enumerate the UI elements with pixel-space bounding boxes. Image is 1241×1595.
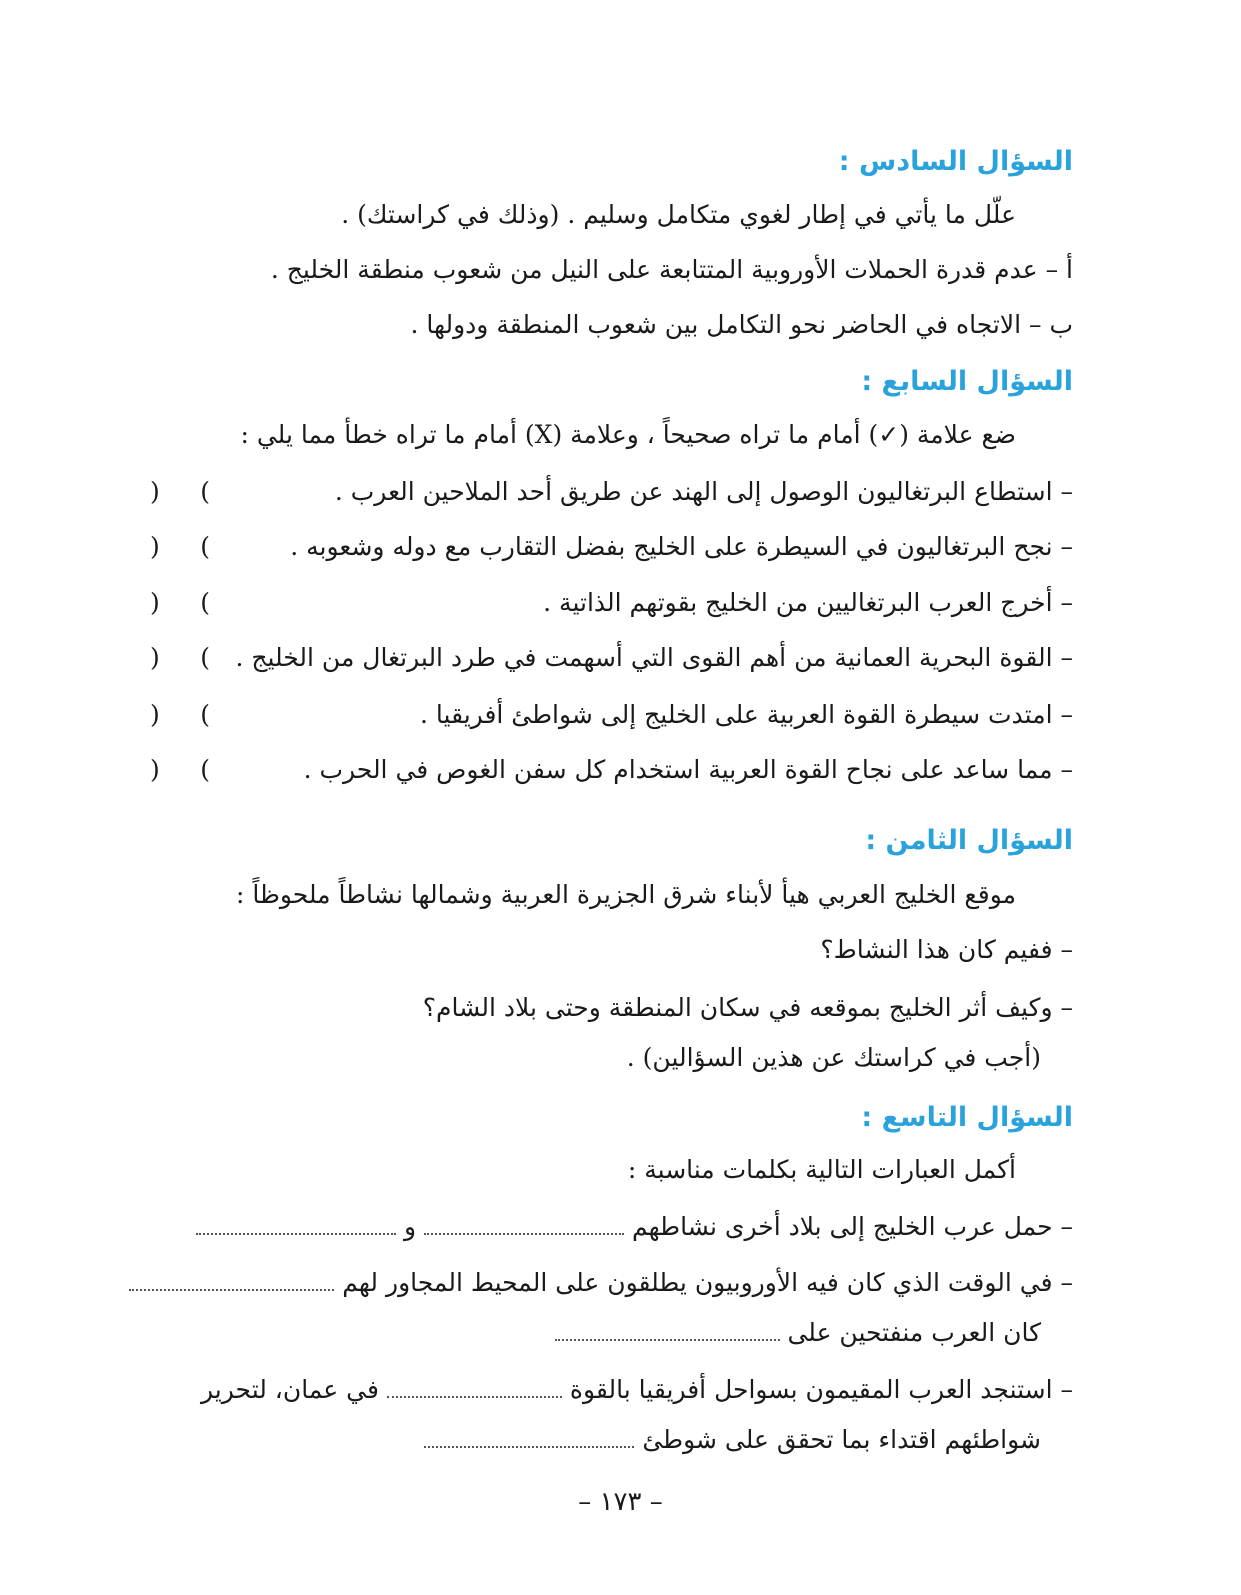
question-8-heading: السؤال الثامن : (865, 825, 1073, 856)
question-7-statement-3: – أخرج العرب البرتغاليين من الخليج بقوتهم الذاتية . (543, 588, 1073, 617)
page-number: – ١٧٣ – (578, 1487, 663, 1517)
answer-parens-5[interactable] (150, 700, 210, 729)
question-7-statement-2: – نجح البرتغاليون في السيطرة على الخليج بفضل التقارب مع دوله وشعوبه . (290, 532, 1073, 561)
question-7-statement-1: – استطاع البرتغاليون الوصول إلى الهند عن طريق أحد الملاحين العرب . (334, 477, 1073, 506)
question-8-item-1: – ففيم كان هذا النشاط؟ (820, 935, 1073, 964)
paren-close: ( (200, 532, 210, 561)
blank-field[interactable] (387, 1379, 562, 1399)
item-1-text: – حمل عرب الخليج إلى بلاد أخرى نشاطهم (632, 1212, 1073, 1241)
question-6-item-b: ب – الاتجاه في الحاضر نحو التكامل بين شعوب المنطقة ودولها . (410, 310, 1073, 339)
question-6-heading: السؤال السادس : (838, 146, 1073, 177)
question-7-heading: السؤال السابع : (861, 366, 1073, 397)
paren-open: ) (150, 643, 160, 672)
paren-close: ( (200, 755, 210, 784)
question-9-item-2-cont (555, 1318, 1042, 1348)
question-8-instruction: موقع الخليج العربي هيأ لأبناء شرق الجزيرة العربية وشمالها نشاطاً ملحوظاً : (235, 880, 1016, 909)
paren-open: ) (150, 588, 160, 617)
answer-parens-6[interactable] (150, 755, 210, 784)
question-9-item-2 (129, 1268, 1073, 1298)
question-9-item-3-cont (424, 1425, 1041, 1455)
blank-field[interactable] (424, 1429, 634, 1449)
answer-parens-4[interactable] (150, 643, 210, 672)
paren-close: ( (200, 643, 210, 672)
paren-close: ( (200, 588, 210, 617)
paren-close: ( (200, 700, 210, 729)
paren-open: ) (150, 477, 160, 506)
question-7-statement-4: – القوة البحرية العمانية من أهم القوى التي أسهمت في طرد البرتغال من الخليج . (235, 643, 1073, 672)
question-7-statement-6: – مما ساعد على نجاح القوة العربية استخدام كل سفن الغوص في الحرب . (303, 755, 1073, 784)
blank-field[interactable] (555, 1322, 780, 1342)
answer-parens-2[interactable] (150, 532, 210, 561)
question-9-heading: السؤال التاسع : (861, 1102, 1073, 1133)
question-9-instruction: أكمل العبارات التالية بكلمات مناسبة : (627, 1155, 1016, 1184)
question-6-instruction: علّل ما يأتي في إطار لغوي متكامل وسليم . (وذلك في كراستك) . (341, 200, 1016, 229)
item-2-cont-text: كان العرب منفتحين على (787, 1318, 1041, 1347)
item-3-text: – استنجد العرب المقيمون بسواحل أفريقيا بالقوة (569, 1375, 1073, 1404)
blank-field[interactable] (196, 1216, 396, 1236)
item-3-cont-text: شواطئهم اقتداء بما تحقق على شوطئ (642, 1425, 1041, 1454)
conjunction: و (404, 1212, 417, 1241)
blank-field[interactable] (424, 1216, 624, 1236)
question-8-item-2: – وكيف أثر الخليج بموقعه في سكان المنطقة وحتى بلاد الشام؟ (422, 993, 1073, 1022)
paren-open: ) (150, 532, 160, 561)
answer-parens-3[interactable] (150, 588, 210, 617)
question-6-item-a: أ – عدم قدرة الحملات الأوروبية المتتابعة على النيل من شعوب منطقة الخليج . (270, 255, 1073, 284)
question-9-item-1 (196, 1212, 1073, 1242)
paren-open: ) (150, 755, 160, 784)
blank-field[interactable] (129, 1272, 334, 1292)
question-7-statement-5: – امتدت سيطرة القوة العربية على الخليج إلى شواطئ أفريقيا . (420, 700, 1073, 729)
paren-open: ) (150, 700, 160, 729)
item-2-text: – في الوقت الذي كان فيه الأوروبيون يطلقون على المحيط المجاور لهم (342, 1268, 1073, 1297)
paren-close: ( (200, 477, 210, 506)
item-3-mid-text: في عمان، لتحرير (201, 1375, 379, 1404)
question-8-note: (أجب في كراستك عن هذين السؤالين) . (626, 1043, 1041, 1072)
question-7-instruction: ضع علامة (✓) أمام ما تراه صحيحاً ، وعلامة (X) أمام ما تراه خطأ مما يلي : (240, 420, 1016, 449)
answer-parens-1[interactable] (150, 477, 210, 506)
question-9-item-3 (201, 1375, 1073, 1405)
